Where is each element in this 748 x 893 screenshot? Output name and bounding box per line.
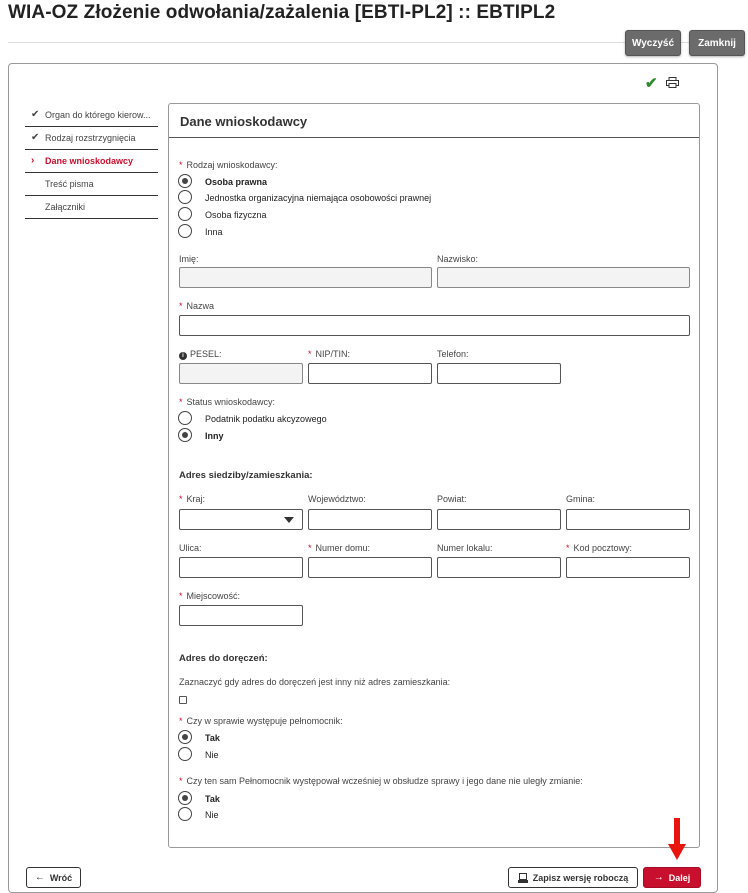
status-label: * Status wnioskodawcy: [179, 397, 276, 407]
red-arrow-indicator [668, 818, 686, 860]
address-section-heading: Adres siedziby/zamieszkania: [179, 470, 313, 481]
radio-other[interactable] [178, 224, 192, 238]
chevron-down-icon [284, 517, 294, 523]
print-icon[interactable] [666, 77, 679, 88]
info-icon: i [179, 352, 187, 360]
close-button[interactable]: Zamknij [689, 30, 745, 56]
radio-label: Osoba fizyczna [205, 210, 267, 220]
house-number-label: * Numer domu: [308, 543, 371, 553]
radio-organizational-unit[interactable] [178, 190, 192, 204]
company-name-label: * Nazwa [179, 301, 215, 311]
radio-label: Podatnik podatku akcyzowego [205, 414, 327, 424]
postal-code-label: * Kod pocztowy: [566, 543, 633, 553]
company-name-input[interactable] [179, 315, 690, 336]
phone-label: Telefon: [437, 349, 469, 359]
postal-code-input[interactable] [566, 557, 690, 578]
radio-proxy-no[interactable] [178, 747, 192, 761]
country-label: * Kraj: [179, 494, 206, 504]
chevron-right-icon: › [31, 155, 35, 166]
phone-input[interactable] [437, 363, 561, 384]
street-label: Ulica: [179, 543, 202, 553]
proxy-question-label: * Czy w sprawie występuje pełnomocnik: [179, 716, 343, 726]
radio-label: Tak [205, 794, 220, 804]
city-label: * Miejscowość: [179, 591, 241, 601]
commune-input[interactable] [566, 509, 690, 530]
sidebar-item-label: Organ do którego kierow... [45, 110, 151, 120]
street-input[interactable] [179, 557, 303, 578]
draft-icon [518, 873, 528, 883]
sidebar-item-letter-content[interactable] [25, 173, 158, 196]
radio-status-other[interactable] [178, 428, 192, 442]
page-title: WIA-OZ Złożenie odwołania/zażalenia [EBTI-PL2] :: EBTIPL2 [8, 2, 556, 23]
radio-label: Inna [205, 227, 223, 237]
house-number-input[interactable] [308, 557, 432, 578]
radio-label: Nie [205, 810, 219, 820]
back-button[interactable]: ← Wróć [26, 867, 81, 888]
arrow-right-icon: → [653, 872, 664, 883]
pesel-label: i PESEL: [179, 349, 222, 360]
sidebar-item-label: Załączniki [45, 202, 86, 212]
radio-label: Inny [205, 431, 224, 441]
applicant-type-label: * Rodzaj wnioskodawcy: [179, 160, 278, 170]
radio-label: Tak [205, 733, 220, 743]
validate-check-icon[interactable]: ✔ [645, 75, 658, 92]
panel-title-divider [169, 137, 699, 138]
radio-natural-person[interactable] [178, 207, 192, 221]
radio-proxy-yes[interactable] [178, 730, 192, 744]
done-check-icon: ✔ [31, 109, 40, 120]
voivodeship-input[interactable] [308, 509, 432, 530]
radio-excise-taxpayer[interactable] [178, 411, 192, 425]
pesel-input[interactable] [179, 363, 303, 384]
flat-number-input[interactable] [437, 557, 561, 578]
clear-button[interactable]: Wyczyść [625, 30, 681, 56]
commune-label: Gmina: [566, 494, 596, 504]
delivery-checkbox-label: Zaznaczyć gdy adres do doręczeń jest inny niż adres zamieszkania: [179, 677, 451, 687]
sidebar-item-label: Rodzaj rozstrzygnięcia [45, 133, 136, 143]
same-proxy-question-label: * Czy ten sam Pełnomocnik występował wcześniej w obsłudze sprawy i jego dane nie uległy zmianie: [179, 776, 583, 786]
district-input[interactable] [437, 509, 561, 530]
done-check-icon: ✔ [31, 132, 40, 143]
voivodeship-label: Województwo: [308, 494, 366, 504]
radio-label: Osoba prawna [205, 177, 268, 187]
delivery-section-heading: Adres do doręczeń: [179, 653, 268, 664]
sidebar-item-applicant-data[interactable] [25, 150, 158, 173]
sidebar-item-organ[interactable] [25, 104, 158, 127]
sidebar-item-decision-type[interactable] [25, 127, 158, 150]
nip-input[interactable] [308, 363, 432, 384]
last-name-input[interactable] [437, 267, 690, 288]
save-draft-button[interactable]: Zapisz wersję roboczą [508, 867, 638, 888]
last-name-label: Nazwisko: [437, 254, 479, 264]
radio-same-proxy-yes[interactable] [178, 791, 192, 805]
flat-number-label: Numer lokalu: [437, 543, 493, 553]
first-name-input[interactable] [179, 267, 432, 288]
sidebar-item-label: Treść pisma [45, 179, 94, 189]
city-input[interactable] [179, 605, 303, 626]
radio-label: Nie [205, 750, 219, 760]
sidebar-item-attachments[interactable] [25, 196, 158, 219]
radio-legal-person[interactable] [178, 174, 192, 188]
district-label: Powiat: [437, 494, 467, 504]
radio-label: Jednostka organizacyjna niemająca osobowości prawnej [205, 193, 432, 203]
arrow-left-icon: ← [34, 872, 45, 883]
sidebar-item-label: Dane wnioskodawcy [45, 156, 134, 166]
next-button[interactable]: → Dalej [643, 867, 701, 888]
panel-title: Dane wnioskodawcy [180, 114, 308, 129]
delivery-address-checkbox[interactable] [179, 696, 187, 704]
radio-same-proxy-no[interactable] [178, 807, 192, 821]
first-name-label: Imię: [179, 254, 199, 264]
nip-label: * NIP/TIN: [308, 349, 351, 359]
